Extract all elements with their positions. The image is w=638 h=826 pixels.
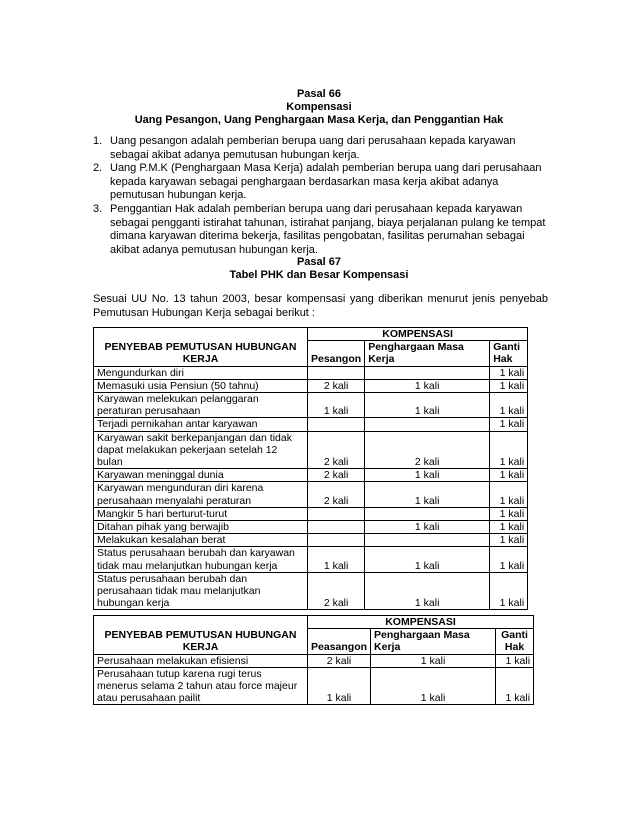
pesangon-cell xyxy=(308,521,365,534)
cause-cell: Karyawan melekukan pelanggaran peraturan perusahaan xyxy=(94,393,308,418)
ganti-hak-header: Ganti Hak xyxy=(496,629,534,654)
pesangon-cell: 2 kali xyxy=(308,431,365,469)
ganti-hak-header: Ganti Hak xyxy=(490,341,528,366)
item-text: Uang pesangon adalah pemberian berupa uang dari perusahaan kepada karyawan sebagai akibat adanya pemutusan hubungan kerja. xyxy=(110,135,516,161)
definition-item xyxy=(93,203,548,257)
cause-cell: Perusahaan tutup karena rugi terus menerus selama 2 tahun atau force majeur atau perusahaan pailit xyxy=(94,667,308,705)
pmk-cell: 1 kali xyxy=(365,547,490,572)
table-header-row xyxy=(94,616,534,629)
pasal-66-subtitle: Kompensasi xyxy=(286,101,352,113)
pesangon-header: Peasangon xyxy=(308,629,371,654)
pmk-cell: 1 kali xyxy=(365,572,490,610)
pasal-67-title: Pasal 67 xyxy=(296,256,342,268)
ganti-hak-cell: 1 kali xyxy=(490,482,528,507)
cause-cell: Status perusahaan berubah dan perusahaan tidak mau melanjutkan hubungan kerja xyxy=(94,572,308,610)
kompensasi-header: KOMPENSASI xyxy=(308,616,534,629)
table-row xyxy=(94,572,528,610)
pmk-cell: 1 kali xyxy=(365,521,490,534)
pesangon-cell: 1 kali xyxy=(308,547,365,572)
pesangon-cell: 2 kali xyxy=(308,654,371,667)
cause-header: PENYEBAB PEMUTUSAN HUBUNGAN KERJA xyxy=(94,328,308,367)
ganti-hak-cell: 1 kali xyxy=(490,393,528,418)
table-row xyxy=(94,366,528,379)
intro-paragraph: Sesuai UU No. 13 tahun 2003, besar kompensasi yang diberikan menurut jenis penyebab Pemutusan Hubungan Kerja sebagai berikut : xyxy=(93,293,548,319)
ganti-hak-cell: 1 kali xyxy=(490,547,528,572)
pmk-cell: 1 kali xyxy=(365,482,490,507)
kompensasi-header: KOMPENSASI xyxy=(308,328,528,341)
cause-header: PENYEBAB PEMUTUSAN HUBUNGAN KERJA xyxy=(94,616,308,655)
pmk-cell: 1 kali xyxy=(365,469,490,482)
pesangon-cell: 2 kali xyxy=(308,482,365,507)
item-number: 3. xyxy=(93,202,103,215)
ganti-hak-cell: 1 kali xyxy=(490,418,528,431)
cause-cell: Status perusahaan berubah dan karyawan tidak mau melanjutkan hubungan kerja xyxy=(94,547,308,572)
cause-cell: Melakukan kesalahan berat xyxy=(94,534,308,547)
cause-cell: Mangkir 5 hari berturut-turut xyxy=(94,507,308,520)
table-row xyxy=(94,654,534,667)
ganti-hak-cell: 1 kali xyxy=(490,379,528,392)
pesangon-cell: 1 kali xyxy=(308,393,365,418)
pmk-header: Penghargaan Masa Kerja xyxy=(365,341,490,366)
ganti-hak-cell: 1 kali xyxy=(496,654,534,667)
pesangon-cell: 2 kali xyxy=(308,469,365,482)
pasal-66-title: Pasal 66 xyxy=(296,88,342,100)
pesangon-cell: 2 kali xyxy=(308,379,365,392)
pmk-cell: 1 kali xyxy=(365,379,490,392)
cause-cell: Karyawan mengunduran diri karena perusahaan menyalahi peraturan xyxy=(94,482,308,507)
table-row xyxy=(94,418,528,431)
ganti-hak-cell: 1 kali xyxy=(490,366,528,379)
table-header-row xyxy=(94,328,528,341)
ganti-hak-cell: 1 kali xyxy=(490,469,528,482)
compensation-table-1 xyxy=(93,327,528,610)
pesangon-cell xyxy=(308,418,365,431)
ganti-hak-cell: 1 kali xyxy=(496,667,534,705)
pmk-cell xyxy=(365,418,490,431)
ganti-hak-cell: 1 kali xyxy=(490,507,528,520)
pmk-cell xyxy=(365,366,490,379)
table-row xyxy=(94,667,534,705)
pesangon-cell xyxy=(308,507,365,520)
cause-cell: Mengundurkan diri xyxy=(94,366,308,379)
pesangon-cell xyxy=(308,366,365,379)
item-text: Uang P.M.K (Penghargaan Masa Kerja) adalah pemberian berupa uang dari perusahaan kepada karyawan sebagai penghargaan berdasarkan masa kerja akibat adanya pemutusan hubungan kerja. xyxy=(110,162,542,202)
cause-cell: Terjadi pernikahan antar karyawan xyxy=(94,418,308,431)
ganti-hak-cell: 1 kali xyxy=(490,534,528,547)
definition-list xyxy=(93,135,548,257)
pmk-cell: 1 kali xyxy=(371,667,496,705)
ganti-hak-cell: 1 kali xyxy=(490,521,528,534)
table-row xyxy=(94,521,528,534)
ganti-hak-cell: 1 kali xyxy=(490,572,528,610)
pesangon-cell: 1 kali xyxy=(308,667,371,705)
pasal-67-subtitle: Tabel PHK dan Besar Kompensasi xyxy=(229,269,409,281)
ganti-hak-cell: 1 kali xyxy=(490,431,528,469)
cause-cell: Ditahan pihak yang berwajib xyxy=(94,521,308,534)
pmk-header: Penghargaan Masa Kerja xyxy=(371,629,496,654)
pesangon-header: Pesangon xyxy=(308,341,365,366)
table-row xyxy=(94,393,528,418)
definition-item xyxy=(93,162,548,203)
item-text: Penggantian Hak adalah pemberian berupa uang dari perusahaan kepada karyawan sebagai pengganti istirahat tahunan, istirahat panjang, biaya perjalanan pulang ke tempat dimana karyawan diterima bekerja, fasilitas pengobatan, fasilitas perumahan sebagai akibat adanya pemutusan hubungan kerja. xyxy=(110,202,546,256)
table-row xyxy=(94,507,528,520)
cause-cell: Karyawan meninggal dunia xyxy=(94,469,308,482)
item-number: 2. xyxy=(93,162,103,175)
pmk-cell xyxy=(365,507,490,520)
cause-cell: Memasuki usia Pensiun (50 tahnu) xyxy=(94,379,308,392)
table-row xyxy=(94,431,528,469)
pmk-cell xyxy=(365,534,490,547)
compensation-table-2 xyxy=(93,615,534,705)
item-number: 1. xyxy=(93,135,103,147)
table-row xyxy=(94,547,528,572)
table-row xyxy=(94,482,528,507)
definition-item xyxy=(93,135,548,162)
table-row xyxy=(94,534,528,547)
pmk-cell: 1 kali xyxy=(371,654,496,667)
pesangon-cell: 2 kali xyxy=(308,572,365,610)
cause-cell: Karyawan sakit berkepanjangan dan tidak dapat melakukan pekerjaan setelah 12 bulan xyxy=(94,431,308,469)
pesangon-cell xyxy=(308,534,365,547)
cause-cell: Perusahaan melakukan efisiensi xyxy=(94,654,308,667)
pmk-cell: 2 kali xyxy=(365,431,490,469)
table-row xyxy=(94,379,528,392)
pasal-66-heading: Uang Pesangon, Uang Penghargaan Masa Kerja, dan Penggantian Hak xyxy=(134,114,504,126)
pmk-cell: 1 kali xyxy=(365,393,490,418)
table-row xyxy=(94,469,528,482)
